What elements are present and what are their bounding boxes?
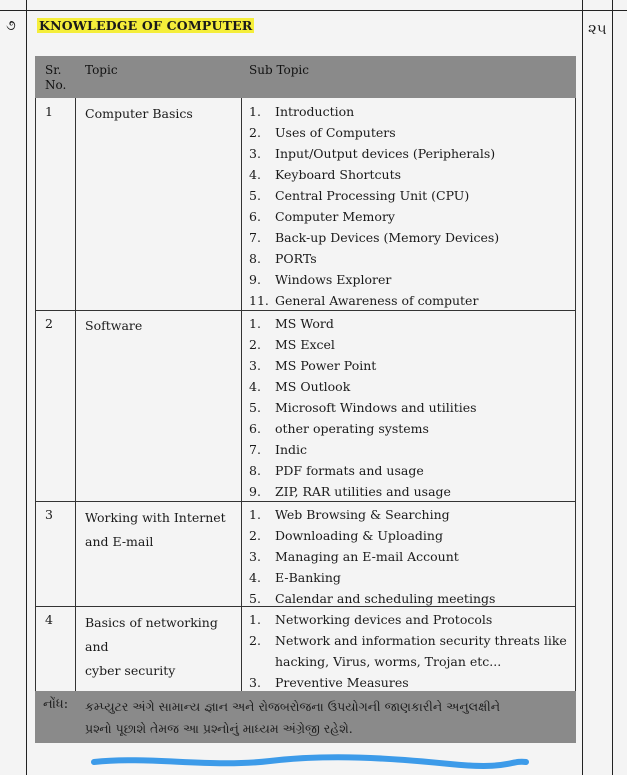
row-3-subtopics xyxy=(249,504,495,609)
right-border xyxy=(612,0,613,775)
section-marks: ૨૫ xyxy=(588,20,607,38)
list-item: 2. Uses of Computers xyxy=(249,125,396,140)
list-item: 2. MS Excel xyxy=(249,337,335,352)
row-3-topic: Working with Internet and E-mail xyxy=(85,510,226,549)
list-item: 3. Input/Output devices (Peripherals) xyxy=(249,146,496,161)
grid-line xyxy=(75,98,76,691)
list-item: 3. Preventive Measures xyxy=(249,675,409,690)
row-2-topic: Software xyxy=(85,318,143,333)
list-item: 9. Windows Explorer xyxy=(249,272,392,287)
top-border xyxy=(0,10,627,11)
section-number: ૭ xyxy=(6,18,16,34)
list-item: 1. Web Browsing & Searching xyxy=(249,507,450,522)
row-4-topic: Basics of networking and cyber security xyxy=(85,615,218,678)
grid-line xyxy=(35,98,36,691)
row-2-subtopics xyxy=(249,313,477,502)
list-item: 7. Back-up Devices (Memory Devices) xyxy=(249,230,500,245)
row-4-sr: 4 xyxy=(45,612,53,627)
list-item: 8. PORTs xyxy=(249,251,317,266)
list-item: 4. E-Banking xyxy=(249,570,341,585)
list-item: 1. MS Word xyxy=(249,316,334,331)
row-2-sr: 2 xyxy=(45,316,53,331)
list-item: 6. Computer Memory xyxy=(249,209,395,224)
row-3-sr: 3 xyxy=(45,507,53,522)
list-item: 2. Downloading & Uploading xyxy=(249,528,443,543)
list-item: 5. Microsoft Windows and utilities xyxy=(249,400,477,415)
header-subtopic: Sub Topic xyxy=(249,63,309,77)
grid-line xyxy=(241,98,242,691)
list-item: 6. other operating systems xyxy=(249,421,429,436)
grid-line xyxy=(575,98,576,691)
header-sr-no: Sr. No. xyxy=(45,63,67,92)
list-item: 3. Managing an E-mail Account xyxy=(249,549,459,564)
note-label: નોંધ: xyxy=(43,697,69,712)
pen-scribble xyxy=(90,752,530,774)
row-1-subtopics xyxy=(249,101,499,311)
marks-column-border xyxy=(582,0,583,775)
list-item: 3. MS Power Point xyxy=(249,358,377,373)
list-item: 7. Indic xyxy=(249,442,307,457)
list-item: 4. Keyboard Shortcuts xyxy=(249,167,402,182)
row-1-topic: Computer Basics xyxy=(85,106,193,121)
list-item: 9. ZIP, RAR utilities and usage xyxy=(249,484,451,499)
header-topic: Topic xyxy=(85,63,118,77)
row-1-sr: 1 xyxy=(45,104,53,119)
list-item: 4. MS Outlook xyxy=(249,379,351,394)
list-item: 1. Introduction xyxy=(249,104,355,119)
list-item: 1. Networking devices and Protocols xyxy=(249,612,493,627)
note-text: કમ્પ્યુટર અંગે સામાન્ય જ્ઞાન અને રોજબરોજના ઉપયોગની જાણકારીને અનુલક્ષીને પ્રશ્નો પૂછાશે તેમજ આ પ્રશ્નોનું માધ્યમ અંગ્રેજી રહેશે. xyxy=(85,699,501,736)
note-box xyxy=(35,691,576,743)
list-item: hacking, Virus, worms, Trojan etc... xyxy=(275,654,502,669)
left-column-border xyxy=(26,0,27,775)
list-item: 2. Network and information security threats like xyxy=(249,633,567,648)
row-4-subtopics xyxy=(249,609,567,693)
table-header xyxy=(35,56,576,98)
list-item: 5. Central Processing Unit (CPU) xyxy=(249,188,470,203)
list-item: 11. General Awareness of computer xyxy=(249,293,479,308)
list-item: 8. PDF formats and usage xyxy=(249,463,424,478)
section-heading: KNOWLEDGE OF COMPUTER xyxy=(39,18,253,33)
list-item: 5. Calendar and scheduling meetings xyxy=(249,591,496,606)
